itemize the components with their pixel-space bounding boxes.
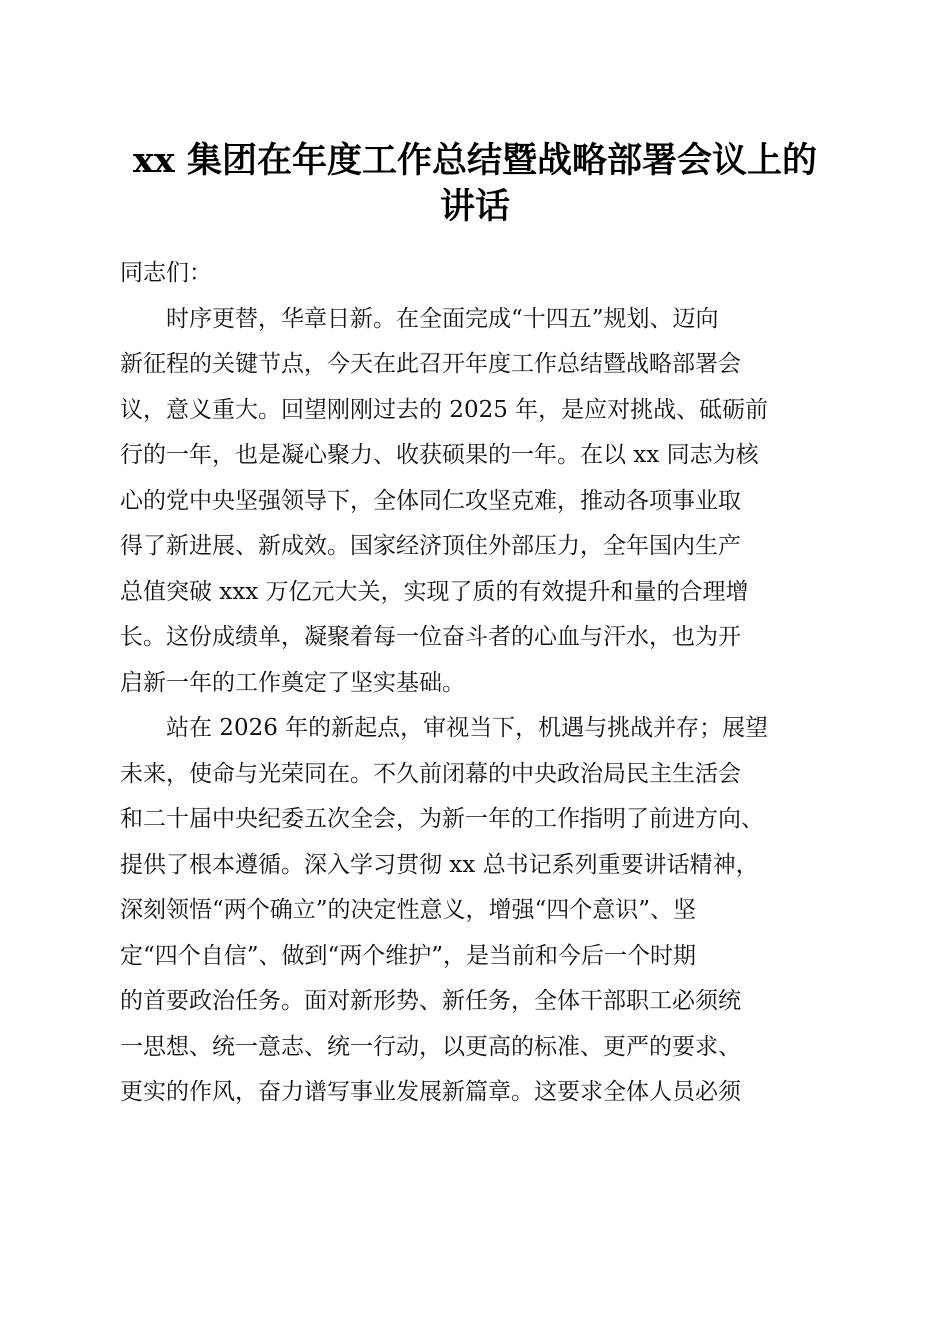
paragraph-line: 新征程的关键节点，今天在此召开年度工作总结暨战略部署会 [120,351,741,377]
document-title [100,138,850,230]
paragraph-line: 一思想、统一意志、统一行动，以更高的标准、更严的要求、 [120,1033,741,1060]
paragraph-line: 更实的作风，奋力谱写事业发展新篇章。这要求全体人员必须 [120,1079,741,1105]
paragraph-line: 行的一年，也是凝心聚力、收获硕果的一年。在以 xx 同志为核 [120,442,759,468]
paragraph-line: 心的党中央坚强领导下，全体同仁攻坚克难，推动各项事业取 [120,487,741,514]
paragraph-line: 议，意义重大。回望刚刚过去的 2025 年，是应对挑战、砥砺前 [120,396,769,423]
document-body [120,251,826,1116]
paragraph-1 [120,297,826,707]
paragraph-line: 的首要政治任务。面对新形势、新任务，全体干部职工必须统 [120,988,741,1014]
paragraph-line: 提供了根本遵循。深入学习贯彻 xx 总书记系列重要讲话精神， [120,851,759,878]
paragraph-line: 定“四个自信”、做到“两个维护”，是当前和今后一个时期 [120,942,697,969]
paragraph-2 [120,706,826,1116]
title-line-1: xx 集团在年度工作总结暨战略部署会议上的 [133,140,817,181]
paragraph-line: 时序更替，华章日新。在全面完成“十四五”规划、迈向 [120,305,719,332]
paragraph-line: 未来，使命与光荣同在。不久前闭幕的中央政治局民主生活会 [120,760,741,787]
paragraph-line: 和二十届中央纪委五次全会，为新一年的工作指明了前进方向、 [120,806,764,832]
greeting: 同志们： [120,260,212,286]
paragraph-line: 总值突破 xxx 万亿元大关，实现了质的有效提升和量的合理增 [120,578,749,605]
paragraph-line: 深刻领悟“两个确立”的决定性意义，增强“四个意识”、坚 [120,897,697,923]
paragraph-line: 启新一年的工作奠定了坚实基础。 [120,669,465,696]
title-line-2: 讲话 [439,186,510,227]
paragraph-line: 得了新进展、新成效。国家经济顶住外部压力，全年国内生产 [120,533,741,559]
paragraph-line: 站在 2026 年的新起点，审视当下，机遇与挑战并存；展望 [120,715,769,741]
paragraph-line: 长。这份成绩单，凝聚着每一位奋斗者的心血与汗水，也为开 [120,624,741,650]
